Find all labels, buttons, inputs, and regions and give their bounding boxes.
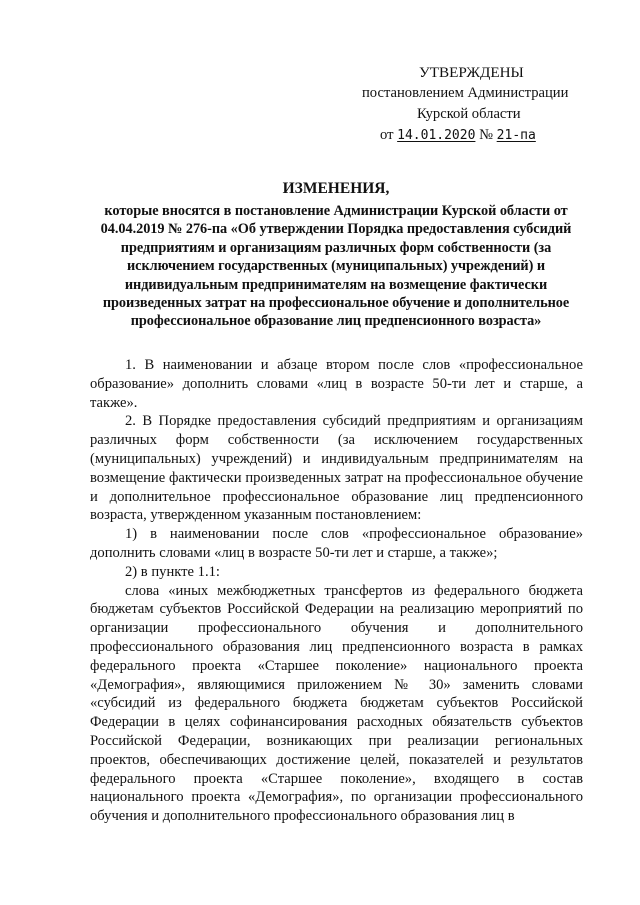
approval-region: Курской области (417, 106, 521, 122)
body-paragraph-5: слова «иных межбюджетных трансфертов из федерального бюджета бюджетам субъектов Российской Федерации на реализацию мероприятий по организации профессионального обучения и дополнительного профессионального образования лиц предпенсионного возраста в рамках федерального проекта «Старшее поколение» национального проекта «Демография», являющимися приложением № 30» заменить словами «субсидий из федерального бюджета бюджетам субъектов Российской Федерации в целях софинансирования расходных обязательств субъектов Российской Федерации, возникающих при реализации региональных проектов, обеспечивающих достижение целей, показателей и результатов федерального проекта «Старшее поколение», входящего в состав национального проекта «Демография», по организации профессионального обучения и дополнительного профессионального образования лиц в (90, 582, 583, 825)
approval-decree: постановлением Администрации (362, 85, 569, 101)
document-subtitle: которые вносятся в постановление Администрации Курской области от 04.04.2019 № 276-па «Об утверждении Порядка предоставления субсидий предприятиям и организациям различных форм собственности (за исключением государственных (муниципальных) учреждений) и индивидуальным предпринимателям на возмещение фактически произведенных затрат на профессиональное обучение и дополнительное профессиональное образование лиц предпенсионного возраста» (100, 203, 572, 330)
approval-number-sign: № (479, 127, 494, 143)
approval-stamp (330, 62, 610, 146)
body-paragraph-1: 1. В наименовании и абзаце втором после слов «профессиональное образование» дополнить словами «лиц в возрасте 50-ти лет и старше, а также». (90, 357, 583, 411)
approval-date-line (330, 125, 610, 146)
body-paragraph-4: 2) в пункте 1.1: (125, 563, 220, 580)
document-body (90, 356, 583, 826)
document-title-block (88, 178, 584, 331)
body-paragraph-2: 2. В Порядке предоставления субсидий предприятиям и организациям различных форм собственности (за исключением государственных (муниципальных) учреждений) и индивидуальным предпринимателям на возмещение фактически произведенных затрат на профессиональное обучение и дополнительное профессиональное образование лиц предпенсионного возраста, утвержденном указанным постановлением: (90, 413, 583, 524)
approval-heading: УТВЕРЖДЕНЫ (419, 64, 524, 81)
document-title: ИЗМЕНЕНИЯ, (282, 180, 390, 197)
body-paragraph-3: 1) в наименовании после слов «профессиональное образование» дополнить словами «лиц в возрасте 50-ти лет и старше, а также»; (90, 526, 583, 561)
approval-number: 21-па (496, 128, 536, 143)
approval-date-prefix: от (380, 127, 394, 143)
approval-date: 14.01.2020 (397, 128, 476, 143)
